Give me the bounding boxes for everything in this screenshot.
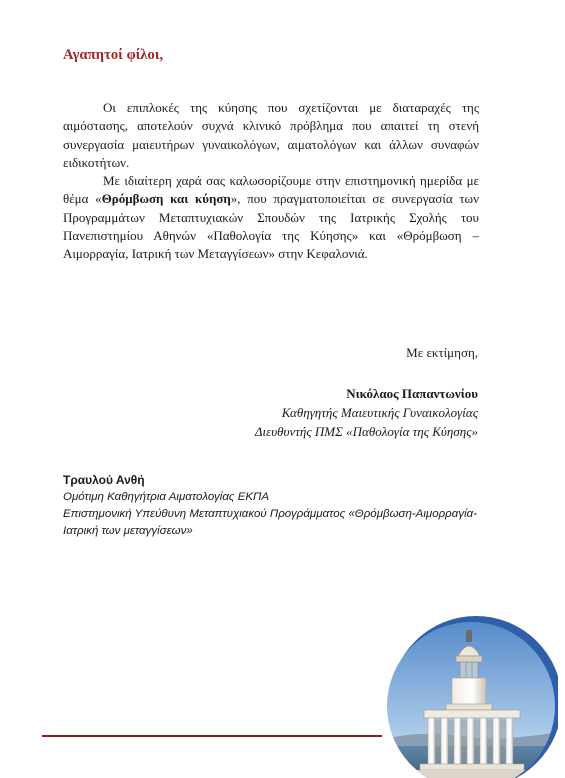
signer-1-role-1: Καθηγητής Μαιευτικής Γυναικολογίας xyxy=(281,405,478,420)
letter-body xyxy=(63,99,479,264)
paragraph-2-rest: », που πραγματοποιείται σε συνεργασία των Προγραμμάτων Μεταπτυχιακών Σπουδών της Ιατρικής Σχολής του Πανεπιστημίου Αθηνών «Παθολογία της Κύησης» και «Θρόμβωση – Αιμορραγία, Ιατρική των Μεταγγίσεων» στην Κεφαλονιά. xyxy=(63,191,479,262)
signer-1-role-2: Διευθυντής ΠΜΣ «Παθολογία της Κύησης» xyxy=(254,424,478,439)
signer-2-role-1: Ομότιμη Καθηγήτρια Αιματολογίας ΕΚΠΑ xyxy=(63,491,270,503)
signer-block-1 xyxy=(255,384,478,441)
closing: Με εκτίμηση, xyxy=(406,345,478,360)
signer-1-name: Νικόλαος Παπαντωνίου xyxy=(346,386,478,401)
lighthouse-photo-icon xyxy=(380,612,558,778)
salutation: Αγαπητοί φίλοι, xyxy=(63,47,164,63)
paragraph-1: Οι επιπλοκές της κύησης που σχετίζονται με διαταραχές της αιμόστασης, αποτελούν συχνά κλινικό πρόβλημα που απαιτεί τη στενή συνεργασία μαιευτήρων γυναικολόγων, αιματολόγων και άλλων συναφών ειδικοτήτων. xyxy=(63,100,479,170)
signer-2-name: Τραυλού Ανθή xyxy=(63,473,145,487)
paragraph-2 xyxy=(63,172,479,263)
signer-2-role-2: Επιστημονική Υπεύθυνη Μεταπτυχιακού Προγράμματος «Θρόμβωση-Αιμορραγία-Ιατρική των μεταγγίσεων» xyxy=(63,508,478,537)
signer-block-2 xyxy=(63,472,503,540)
paragraph-2-intro: Με ιδιαίτερη χαρά σας καλωσορίζουμε στην επιστημονική ημερίδα με θέμα « xyxy=(63,173,479,207)
event-title: Θρόμβωση και κύηση xyxy=(101,191,231,207)
footer-divider xyxy=(42,735,382,737)
